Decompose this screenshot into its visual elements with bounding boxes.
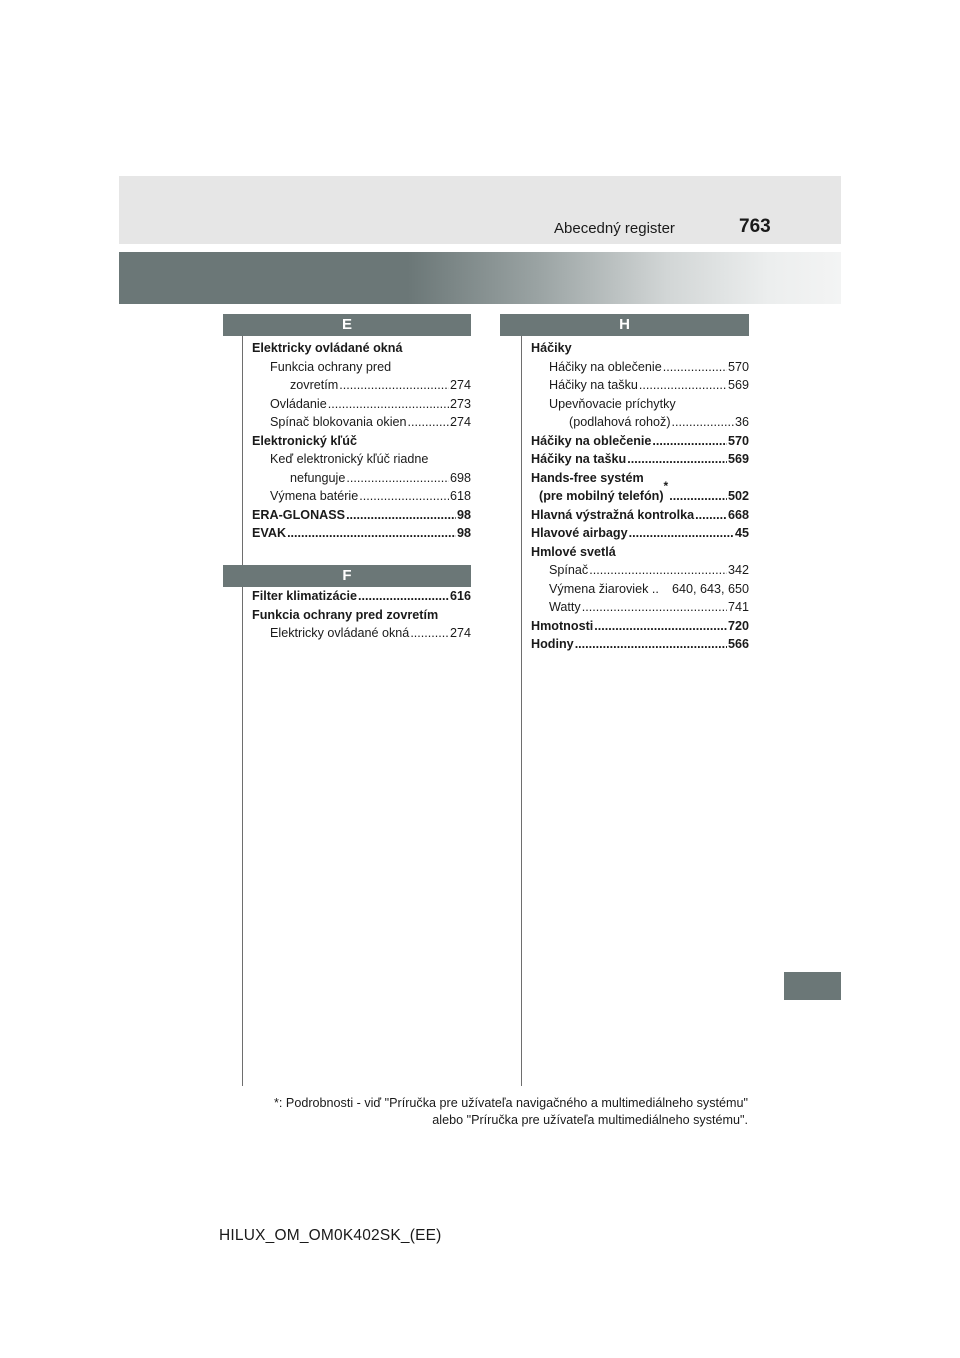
leader-dots <box>339 376 449 395</box>
index-entry-text: Háčiky na tašku <box>531 452 627 466</box>
index-entry <box>252 469 471 488</box>
index-entry-text: Elektricky ovládané okná <box>252 341 403 355</box>
index-entry-page: 36 <box>734 415 749 429</box>
leader-dots <box>358 587 449 606</box>
leader-dots <box>652 432 727 451</box>
index-entry-page: 502 <box>727 489 749 503</box>
chapter-tab-marker <box>784 972 841 1000</box>
index-entry <box>252 506 471 525</box>
index-entry-text: Háčiky na oblečenie <box>549 359 662 374</box>
index-entry-text: EVAK <box>252 526 287 540</box>
index-entry-page: 274 <box>449 415 471 429</box>
index-entry-text: Háčiky <box>531 341 572 355</box>
index-entry-page: 566 <box>727 637 749 651</box>
index-entry <box>531 376 749 395</box>
index-entry-text: Watty <box>549 600 581 614</box>
footnote-line-2: alebo "Príručka pre užívateľa multimediálneho systému". <box>432 1113 748 1127</box>
index-entry-text: (pre mobilný telefón) <box>539 489 664 503</box>
index-entry-text: Upevňovacie príchytky <box>549 396 676 411</box>
section-header-h: H <box>500 314 749 336</box>
index-entry-text: (podlahová rohož) <box>569 415 671 429</box>
index-entry <box>531 543 749 562</box>
index-entry <box>531 395 749 414</box>
index-entry <box>252 413 471 432</box>
section-f-entries <box>252 587 471 643</box>
index-entry-text: Funkcia ochrany pred zovretím <box>252 607 439 622</box>
index-entry-text: Funkcia ochrany pred <box>270 359 392 374</box>
leader-dots <box>639 376 727 395</box>
section-header-e: E <box>223 314 471 336</box>
leader-dots <box>594 617 727 636</box>
index-entry <box>531 598 749 617</box>
leader-dots <box>629 524 734 543</box>
leader-dots <box>669 487 727 506</box>
index-entry-text: zovretím <box>290 378 339 392</box>
section-h-entries <box>531 339 749 654</box>
document-code: HILUX_OM_OM0K402SK_(EE) <box>219 1227 442 1244</box>
index-entry <box>252 587 471 606</box>
index-entry <box>252 358 471 377</box>
index-entry-text: Hlavná výstražná kontrolka <box>531 507 695 522</box>
leader-dots <box>328 395 449 414</box>
footnote-star: * <box>663 479 669 493</box>
index-entry-page: 668 <box>727 507 749 522</box>
leader-dots <box>582 598 727 617</box>
index-entry-text: Keď elektronický kľúč riadne <box>270 452 429 466</box>
index-entry-text: Filter klimatizácie <box>252 589 357 603</box>
index-entry <box>252 524 471 543</box>
index-entry <box>531 524 749 543</box>
index-entry-page: 274 <box>449 378 471 392</box>
index-entry-text: Výmena batérie <box>270 489 359 503</box>
index-entry-text: Hlavové airbagy <box>531 526 628 540</box>
index-entry <box>252 432 471 451</box>
index-entry-text: Háčiky na oblečenie <box>531 433 652 448</box>
index-entry-text: Háčiky na tašku <box>549 378 638 392</box>
header-gradient-bar <box>119 252 841 304</box>
index-entry-page: 274 <box>449 626 471 640</box>
index-entry <box>531 617 749 636</box>
index-entry <box>252 487 471 506</box>
index-entry-page: 273 <box>449 396 471 411</box>
index-entry <box>531 506 749 525</box>
section-title: Abecedný register <box>554 220 675 237</box>
index-entry <box>531 469 749 488</box>
index-entry-page: 45 <box>734 526 749 540</box>
index-entry-text: nefunguje <box>290 470 346 485</box>
index-entry-text: Spínač <box>549 563 589 577</box>
index-entry-page: 618 <box>449 489 471 503</box>
index-entry-page: 569 <box>727 378 749 392</box>
index-entry-page: 570 <box>727 359 749 374</box>
section-e-entries <box>252 339 471 543</box>
index-entry <box>531 432 749 451</box>
index-entry-text: Hmotnosti <box>531 618 594 633</box>
leader-dots <box>575 635 727 654</box>
index-entry-page: 698 <box>449 470 471 485</box>
index-entry-text: Elektricky ovládané okná <box>270 626 410 640</box>
leader-dots <box>663 358 727 377</box>
index-entry <box>531 413 749 432</box>
index-entry-text: Elektronický kľúč <box>252 433 357 448</box>
index-entry-page: 640, 643, 650 <box>671 581 749 596</box>
index-entry-text: Výmena žiaroviek .. <box>549 581 659 596</box>
page-number: 763 <box>739 216 771 237</box>
leader-dots <box>589 561 727 580</box>
section-header-f: F <box>223 565 471 587</box>
left-column-rule <box>242 336 243 1086</box>
index-entry <box>531 561 749 580</box>
leader-dots <box>346 469 449 488</box>
index-entry-page: 98 <box>456 526 471 540</box>
footnote <box>210 1095 748 1129</box>
index-entry-text: Spínač blokovania okien <box>270 415 407 429</box>
index-entry-text: Hands-free systém <box>531 470 644 485</box>
leader-dots <box>346 506 456 525</box>
index-entry-text: Ovládanie <box>270 396 327 411</box>
leader-dots <box>410 624 449 643</box>
index-entry <box>252 624 471 643</box>
index-entry <box>252 450 471 469</box>
index-entry <box>252 606 471 625</box>
leader-dots <box>287 524 456 543</box>
leader-dots <box>359 487 449 506</box>
index-entry-page: 741 <box>727 600 749 614</box>
index-entry <box>531 580 749 599</box>
index-entry <box>531 358 749 377</box>
index-entry <box>252 376 471 395</box>
leader-dots <box>672 413 734 432</box>
leader-dots <box>627 450 727 469</box>
index-entry <box>531 450 749 469</box>
index-entry-text: Hmlové svetlá <box>531 544 616 559</box>
index-entry-page: 569 <box>727 452 749 466</box>
index-entry <box>252 339 471 358</box>
index-entry-page: 720 <box>727 618 749 633</box>
right-column-rule <box>521 336 522 1086</box>
index-entry-text: Hodiny <box>531 637 574 651</box>
index-entry-page: 98 <box>456 507 471 522</box>
index-entry-page: 342 <box>727 563 749 577</box>
index-entry <box>531 339 749 358</box>
index-entry <box>531 635 749 654</box>
index-entry-text: ERA-GLONASS <box>252 507 346 522</box>
header-band <box>119 176 841 244</box>
index-entry <box>252 395 471 414</box>
leader-dots <box>408 413 449 432</box>
index-entry-page: 570 <box>727 433 749 448</box>
index-entry <box>531 479 749 506</box>
leader-dots <box>695 506 727 525</box>
footnote-line-1: *: Podrobnosti - viď "Príručka pre užívateľa navigačného a multimediálneho systému" <box>274 1096 748 1110</box>
index-entry-page: 616 <box>449 589 471 603</box>
